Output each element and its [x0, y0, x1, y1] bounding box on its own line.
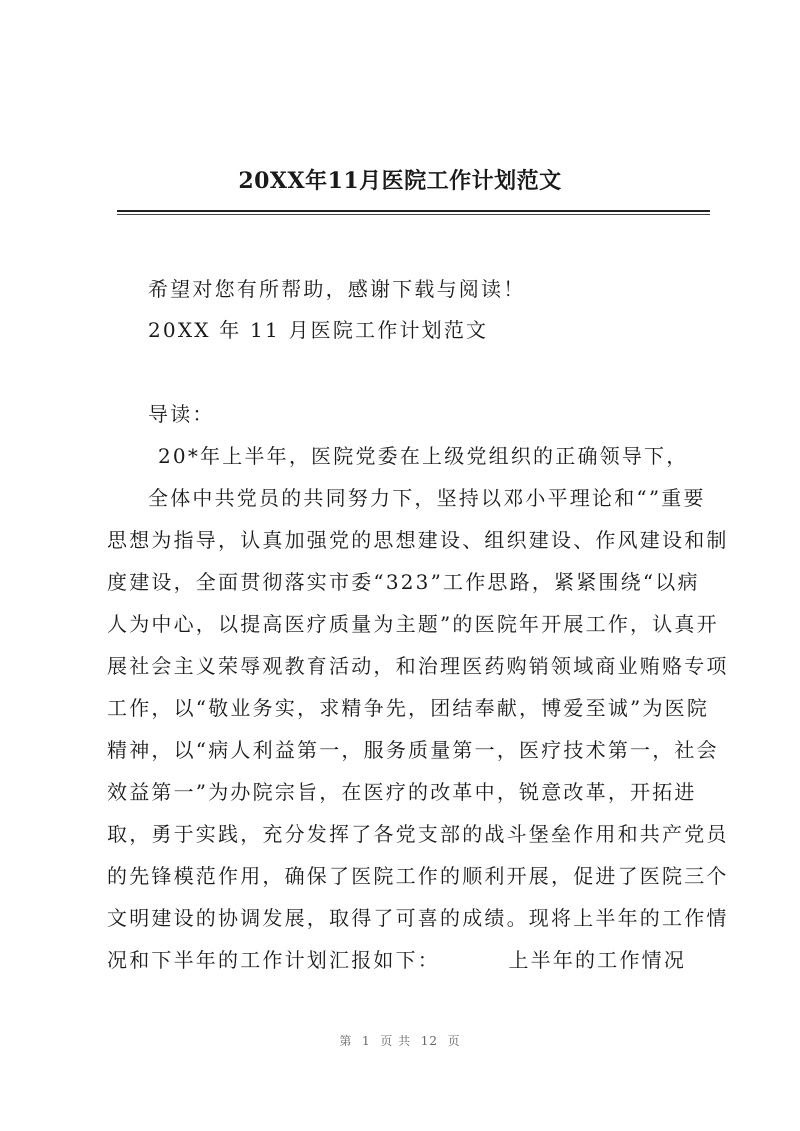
title-divider	[117, 210, 710, 212]
body-line: 度建设，全面贯彻落实市委“323”工作思路，紧紧围绕“以病	[107, 570, 700, 594]
body-line: 文明建设的协调发展，取得了可喜的成绩。现将上半年的工作情	[107, 906, 729, 930]
body-line: 精神，以“病人利益第一，服务质量第一，医疗技术第一，社会	[107, 738, 719, 762]
intro-text: 希望对您有所帮助，感谢下载与阅读！	[148, 277, 526, 301]
body-line: 思想为指导，认真加强党的思想建设、组织建设、作风建设和制	[107, 528, 729, 552]
body-line: 展社会主义荣辱观教育活动，和治理医药购销领域商业贿赂专项	[107, 654, 729, 678]
lead-label: 导读：	[148, 402, 215, 426]
body-line: 工作，以“敬业务实，求精争先，团结奉献，博爱至诚”为医院	[107, 696, 710, 720]
body-line: 全体中共党员的共同努力下，坚持以邓小平理论和“”重要	[148, 486, 706, 510]
title-divider-thin	[117, 214, 710, 215]
body-line: 人为中心，以提高医疗质量为主题”的医院年开展工作，认真开	[107, 612, 719, 636]
page-footer: 第 1 页 共 12 页	[339, 1034, 461, 1048]
body-line: 的先锋模范作用，确保了医院工作的顺利开展，促进了医院三个	[107, 864, 729, 888]
subtitle-text: 20XX 年 11 月医院工作计划范文	[148, 318, 489, 342]
body-line: 取，勇于实践，充分发挥了各党支部的战斗堡垒作用和共产党员	[107, 822, 729, 846]
body-line: 况和下半年的工作计划汇报如下： 上半年的工作情况	[107, 948, 687, 972]
body-line: 效益第一”为办院宗旨，在医疗的改革中，锐意改革，开拓进	[107, 780, 697, 804]
document-title: 20XX年11月医院工作计划范文	[238, 168, 562, 194]
body-line: 20*年上半年，医院党委在上级党组织的正确领导下，	[158, 444, 689, 468]
